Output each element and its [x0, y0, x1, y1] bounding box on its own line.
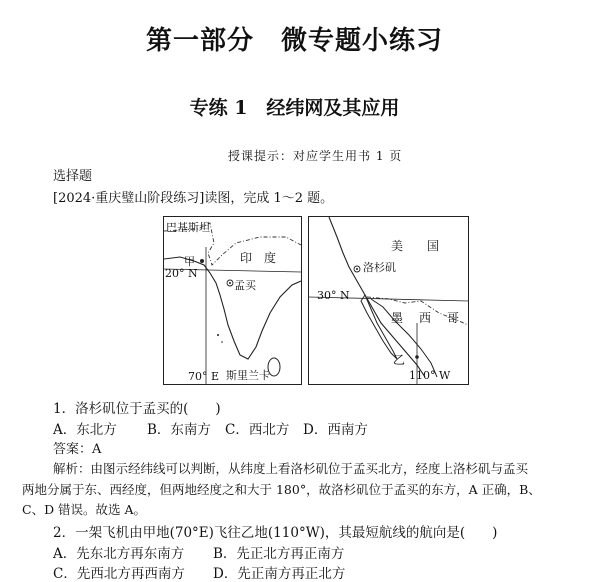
exercise-title: 专练 1 经纬网及其应用	[189, 97, 400, 119]
question-source: [2024·重庆璧山阶段练习]读图，完成 1～2 题。	[53, 191, 334, 206]
lon-110w-label: 110° W	[409, 369, 451, 382]
usa-label: 美 国	[391, 239, 440, 253]
q2-option-d[interactable]: D．先正南方再正北方	[213, 566, 346, 582]
la-label: 洛杉矶	[363, 261, 396, 274]
q1-option-d[interactable]: D．西南方	[303, 422, 368, 438]
q1-options	[53, 418, 573, 438]
india-map-drawing	[164, 217, 301, 384]
lon-70e-label: 70° E	[188, 370, 220, 383]
q2-option-b[interactable]: B．先正北方再正南方	[213, 546, 345, 562]
q1-explanation-line1: 解析：由图示经纬线可以判断，从纬度上看洛杉矶位于孟买北方，经度上洛杉矶与孟买	[53, 461, 529, 476]
q2-option-a[interactable]: A．先东北方再东南方	[53, 546, 185, 562]
page-title: 第一部分 微专题小练习	[145, 26, 443, 56]
q2-stem: 2．一架飞机由甲地(70°E)飞往乙地(110°W)，其最短航线的航向是( )	[53, 525, 498, 541]
q1-stem: 1．洛杉矶位于孟买的( )	[53, 401, 221, 417]
usa-mexico-map	[308, 216, 469, 385]
lat-20n-label: 20° N	[165, 267, 198, 280]
section-heading: 选择题	[53, 169, 93, 184]
q2-options-row2	[53, 562, 573, 582]
mexico-label-3: 哥	[447, 311, 460, 325]
india-label: 印 度	[240, 251, 277, 265]
q1-option-c[interactable]: C．西北方	[225, 422, 290, 438]
q1-option-b[interactable]: B．东南方	[147, 422, 211, 438]
mexico-label-1: 墨	[391, 311, 404, 325]
yi-label: 乙	[393, 353, 406, 367]
q1-explanation-line3: C、D 错误。故选 A。	[22, 502, 147, 517]
srilanka-label: 斯里兰卡	[226, 369, 270, 382]
q2-option-c[interactable]: C．先西北方再西南方	[53, 566, 185, 582]
q1-explanation-line2: 两地分属于东、西经度，但两地经度之和大于 180°，故洛杉矶位于孟买的东方，A 正确，B、	[22, 482, 541, 497]
q1-option-a[interactable]: A．东北方	[53, 422, 117, 438]
teaching-hint: 授课提示：对应学生用书 1 页	[228, 149, 403, 163]
india-map	[163, 216, 302, 385]
pakistan-label: 巴基斯坦	[166, 221, 210, 234]
jia-label: 甲	[184, 255, 195, 268]
mumbai-label: 孟买	[234, 279, 256, 292]
mexico-label-2: 西	[419, 311, 432, 325]
q1-answer: 答案：A	[53, 442, 102, 457]
q2-options-row1	[53, 542, 573, 562]
lat-30n-label: 30° N	[317, 289, 350, 302]
